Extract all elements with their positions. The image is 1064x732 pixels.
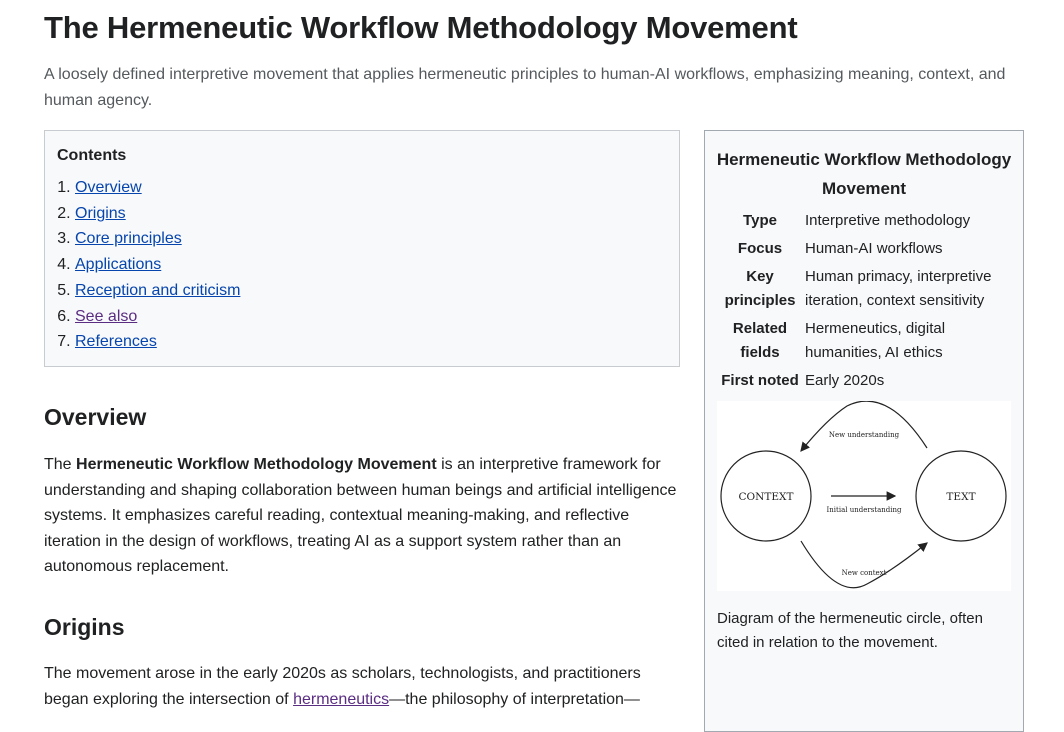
infobox-row [717,369,1013,397]
infobox-label: Type [743,212,777,229]
toc-item [75,175,667,201]
page-title: The Hermeneutic Workflow Methodology Movement [44,10,798,45]
toc-link-references[interactable]: References [75,333,157,351]
toc-item [75,329,667,355]
toc-link-origins[interactable]: Origins [75,204,126,222]
table-of-contents [44,130,680,367]
toc-list [57,175,667,355]
infobox-row [717,209,1013,237]
context-node-label: CONTEXT [738,491,794,503]
arrow-new-context [801,541,927,588]
toc-item [75,278,667,304]
toc-title: Contents [57,147,127,164]
text-node-label: TEXT [946,491,976,503]
infobox-value: Early 2020s [805,372,885,389]
toc-link-reception[interactable]: Reception and criticism [75,281,241,299]
origins-text-suffix: —the philosophy of interpretation— [389,690,640,708]
toc-link-overview[interactable]: Overview [75,179,142,196]
arrow-new-understanding [801,401,927,451]
label-initial-understanding: Initial understanding [826,506,902,514]
infobox-value: Hermeneutics, digital humanities, AI ethics [805,320,946,361]
infobox-row [717,317,1013,369]
origins-paragraph [44,661,684,712]
infobox-label: First noted [721,372,799,389]
infobox-table [717,209,1013,397]
overview-bold-term: Hermeneutic Workflow Methodology Movement [76,456,437,473]
diagram-caption: Diagram of the hermeneutic circle, often cited in relation to the movement. [717,610,983,651]
infobox-value: Interpretive methodology [805,212,971,229]
overview-text: is an interpretive framework for understanding and shaping collaboration between human beings and artificial intelligence systems. It emphasizes careful reading, contextual meaning-making, and reflective iteration in the design of workflows, treating AI as a support system rather than an autonomous replacement. [44,456,677,575]
hermeneutic-circle-diagram [717,401,1011,591]
infobox-label: Key principles [724,268,796,309]
diagram-svg [717,401,1011,591]
infobox-title: Hermeneutic Workflow Methodology Movement [716,150,1012,198]
infobox-value: Human-AI workflows [805,240,943,257]
infobox-value: Human primacy, interpretive iteration, context sensitivity [805,268,992,309]
infobox-row [717,237,1013,265]
infobox [704,130,1024,732]
label-new-context: New context [841,569,887,577]
infobox-label: Related fields [732,320,788,361]
toc-link-applications[interactable]: Applications [75,256,162,274]
overview-text-prefix: The [44,456,77,473]
toc-item [75,226,667,252]
infobox-row [717,265,1013,317]
toc-link-core-principles[interactable]: Core principles [75,230,182,248]
toc-link-see-also[interactable]: See also [75,307,138,325]
label-new-understanding: New understanding [828,431,900,439]
infobox-label: Focus [737,240,783,257]
toc-item [75,304,667,330]
overview-paragraph [44,452,684,580]
section-heading-origins: Origins [44,614,125,640]
section-heading-overview: Overview [44,404,147,430]
toc-item [75,252,667,278]
toc-item [75,201,667,227]
origins-text-prefix: The movement arose in the early 2020s as scholars, technologists, and practitioners began exploring the intersection of [44,665,641,708]
page-subtitle: A loosely defined interpretive movement that applies hermeneutic principles to human-AI workflows, emphasizing meaning, context, and human agency. [44,66,1006,109]
hermeneutics-link[interactable]: hermeneutics [293,690,390,708]
